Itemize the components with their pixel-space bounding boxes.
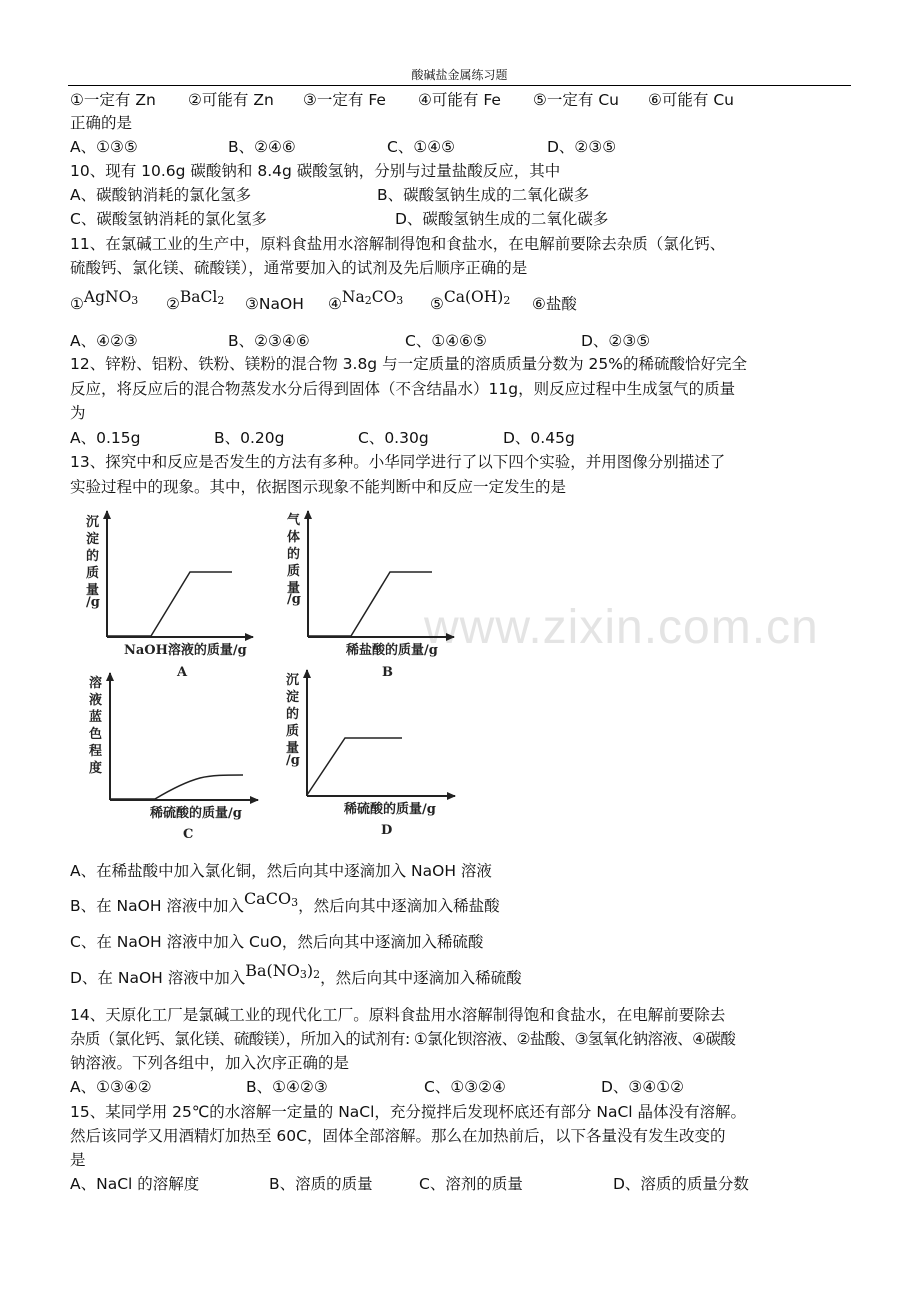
- q12-choice-a: A、0.15g: [70, 429, 141, 447]
- q10-choice-c: C、碳酸氢钠消耗的氯化氢多: [70, 210, 267, 228]
- q15-choice-b: B、溶质的质量: [269, 1175, 373, 1193]
- q15-stem-line1: 15、某同学用 25℃的水溶解一定量的 NaCl，充分搅拌后发现杯底还有部分 NaCl 晶体没有溶解。: [70, 1103, 747, 1121]
- graph-d-letter: D: [381, 823, 393, 838]
- q13-choice-d: D、在 NaOH 溶液中加入$Ba(NO_3)_2$，然后向其中逐滴加入稀硫酸: [70, 961, 522, 987]
- graph-c-ylabel-0: 溶: [89, 676, 103, 691]
- q13-choice-c: C、在 NaOH 溶液中加入 CuO，然后向其中逐滴加入稀硫酸: [70, 933, 484, 951]
- graph-c-curve: [110, 775, 243, 799]
- q9-opt-3: ③一定有 Fe: [303, 91, 386, 109]
- graph-b-letter: B: [382, 665, 393, 680]
- watermark: www.zixin.com.cn: [424, 601, 819, 654]
- graph-b-ylabel-0: 气: [287, 513, 301, 528]
- graph-c-ylabel-4: 程: [89, 744, 103, 759]
- q11-reagent-4: $④Na_2CO_3$: [328, 288, 404, 313]
- q11-stem-line2: 硫酸钙、氯化镁、硫酸镁），通常要加入的试剂及先后顺序正确的是: [70, 259, 528, 277]
- graph-a-xlabel: NaOH溶液的质量/g: [124, 643, 247, 658]
- graph-d-ylabel-2: 的: [286, 707, 300, 722]
- graph-a-ylabel-0: 沉: [86, 515, 100, 530]
- graph-d: [286, 670, 455, 838]
- q13-choice-a: A、在稀盐酸中加入氯化铜，然后向其中逐滴加入 NaOH 溶液: [70, 862, 492, 880]
- graph-a-ylabel-3: 质: [86, 566, 100, 581]
- q10-choice-a: A、碳酸钠消耗的氯化氢多: [70, 186, 252, 204]
- q13-stem-line2: 实验过程中的现象。其中，依据图示现象不能判断中和反应一定发生的是: [70, 478, 567, 496]
- graph-b-ylabel-1: 体: [287, 530, 301, 545]
- q14-choice-d: D、③④①②: [601, 1078, 685, 1096]
- q13-stem-line1: 13、探究中和反应是否发生的方法有多种。小华同学进行了以下四个实验，并用图像分别描述了: [70, 453, 726, 471]
- q11-reagent-6: ⑥盐酸: [532, 295, 577, 313]
- graph-d-ylabel-5: /g: [286, 753, 300, 768]
- q10-stem: 10、现有 10.6g 碳酸钠和 8.4g 碳酸氢钠，分别与过量盐酸反应，其中: [70, 162, 561, 180]
- q9-opt-4: ④可能有 Fe: [418, 91, 501, 109]
- graph-d-curve: [307, 738, 402, 795]
- graph-d-xlabel: 稀硫酸的质量/g: [344, 802, 436, 817]
- q9-prompt: 正确的是: [70, 114, 133, 132]
- graph-d-ylabel-4: 量: [286, 741, 300, 756]
- q11-reagent-2: ②BaCl$_2$: [166, 288, 225, 313]
- graph-b-curve: [308, 572, 432, 636]
- q11-choice-b: B、②③④⑥: [228, 332, 310, 350]
- graph-d-ylabel-0: 沉: [286, 673, 300, 688]
- graph-a-letter: A: [177, 665, 188, 680]
- q12-stem-line1: 12、锌粉、铝粉、铁粉、镁粉的混合物 3.8g 与一定质量的溶质质量分数为 25%的稀硫酸恰好完全: [70, 355, 747, 373]
- q12-choice-d: D、0.45g: [503, 429, 575, 447]
- q9-opt-6: ⑥可能有 Cu: [648, 91, 734, 109]
- q14-stem-line1: 14、天原化工厂是氯碱工业的现代化工厂。原料食盐用水溶解制得饱和食盐水，在电解前要除去: [70, 1006, 726, 1024]
- q9-choice-c: C、①④⑤: [387, 138, 456, 156]
- q13-choice-b: B、在 NaOH 溶液中加入CaCO$_3$，然后向其中逐滴加入稀盐酸: [70, 889, 500, 915]
- q11-stem-line1: 11、在氯碱工业的生产中，原料食盐用水溶解制得饱和食盐水，在电解前要除去杂质（氯化钙、: [70, 235, 726, 253]
- q11-reagent-1: ①AgNO$_3$: [70, 288, 139, 313]
- graph-a-ylabel-4: 量: [86, 583, 100, 598]
- q15-choice-d: D、溶质的质量分数: [613, 1175, 749, 1193]
- graph-a-curve: [107, 572, 232, 636]
- graph-a-ylabel-2: 的: [86, 549, 100, 564]
- graph-d-ylabel-1: 淀: [286, 690, 300, 705]
- q9-opt-2: ②可能有 Zn: [188, 91, 274, 109]
- graph-c-letter: C: [183, 827, 194, 842]
- q11-reagent-5: $⑤Ca(OH)_2$: [430, 288, 511, 313]
- q10-choice-b: B、碳酸氢钠生成的二氧化碳多: [377, 186, 590, 204]
- graph-a-ylabel-5: /g: [86, 595, 100, 610]
- q15-stem-line3: 是: [70, 1151, 86, 1169]
- q14-choice-b: B、①④②③: [246, 1078, 328, 1096]
- graph-b: [287, 511, 454, 680]
- q9-choice-a: A、①③⑤: [70, 138, 138, 156]
- q15-choice-a: A、NaCl 的溶解度: [70, 1175, 200, 1193]
- q14-choice-c: C、①③②④: [424, 1078, 506, 1096]
- q12-choice-c: C、0.30g: [358, 429, 429, 447]
- graph-b-xlabel: 稀盐酸的质量/g: [346, 643, 438, 658]
- q11-choice-c: C、①④⑥⑤: [405, 332, 487, 350]
- q15-choice-c: C、溶剂的质量: [419, 1175, 523, 1193]
- q12-choice-b: B、0.20g: [214, 429, 285, 447]
- graph-c-ylabel-1: 液: [89, 693, 103, 708]
- graph-c-xlabel: 稀硫酸的质量/g: [150, 806, 242, 821]
- q14-stem-line2: 杂质（氯化钙、氯化镁、硫酸镁），所加入的试剂有: ①氯化钡溶液、②盐酸、③氢氧化钠溶液、④碳酸: [70, 1030, 736, 1048]
- graph-b-ylabel-2: 的: [287, 547, 301, 562]
- graph-c-ylabel-3: 色: [89, 727, 103, 742]
- graph-c-ylabel-2: 蓝: [89, 710, 103, 725]
- q9-opt-5: ⑤一定有 Cu: [533, 91, 619, 109]
- q14-stem-line3: 钠溶液。下列各组中，加入次序正确的是: [70, 1054, 350, 1072]
- graph-b-ylabel-3: 质: [287, 564, 301, 579]
- q15-stem-line2: 然后该同学又用酒精灯加热至 60C，固体全部溶解。那么在加热前后，以下各量没有发生改变的: [70, 1127, 726, 1145]
- graph-b-ylabel-4: 量: [287, 581, 301, 596]
- graph-c: [89, 673, 258, 842]
- page-header-title: 酸碱盐金属练习题: [411, 68, 508, 82]
- q14-choice-a: A、①③④②: [70, 1078, 152, 1096]
- q11-reagent-3: ③NaOH: [245, 295, 304, 313]
- graph-a: [86, 511, 253, 680]
- q12-stem-line3: 为: [70, 404, 86, 422]
- graph-b-ylabel-5: /g: [287, 592, 301, 607]
- q12-stem-line2: 反应，将反应后的混合物蒸发水分后得到固体（不含结晶水）11g，则反应过程中生成氢气的质量: [70, 380, 736, 398]
- q11-choice-d: D、②③⑤: [581, 332, 651, 350]
- graph-c-ylabel-5: 度: [89, 761, 103, 776]
- q9-opt-1: ①一定有 Zn: [70, 91, 156, 109]
- q11-choice-a: A、④②③: [70, 332, 138, 350]
- graph-a-ylabel-1: 淀: [86, 532, 100, 547]
- q9-choice-d: D、②③⑤: [547, 138, 617, 156]
- q10-choice-d: D、碳酸氢钠生成的二氧化碳多: [395, 210, 609, 228]
- graph-d-ylabel-3: 质: [286, 724, 300, 739]
- q9-choice-b: B、②④⑥: [228, 138, 296, 156]
